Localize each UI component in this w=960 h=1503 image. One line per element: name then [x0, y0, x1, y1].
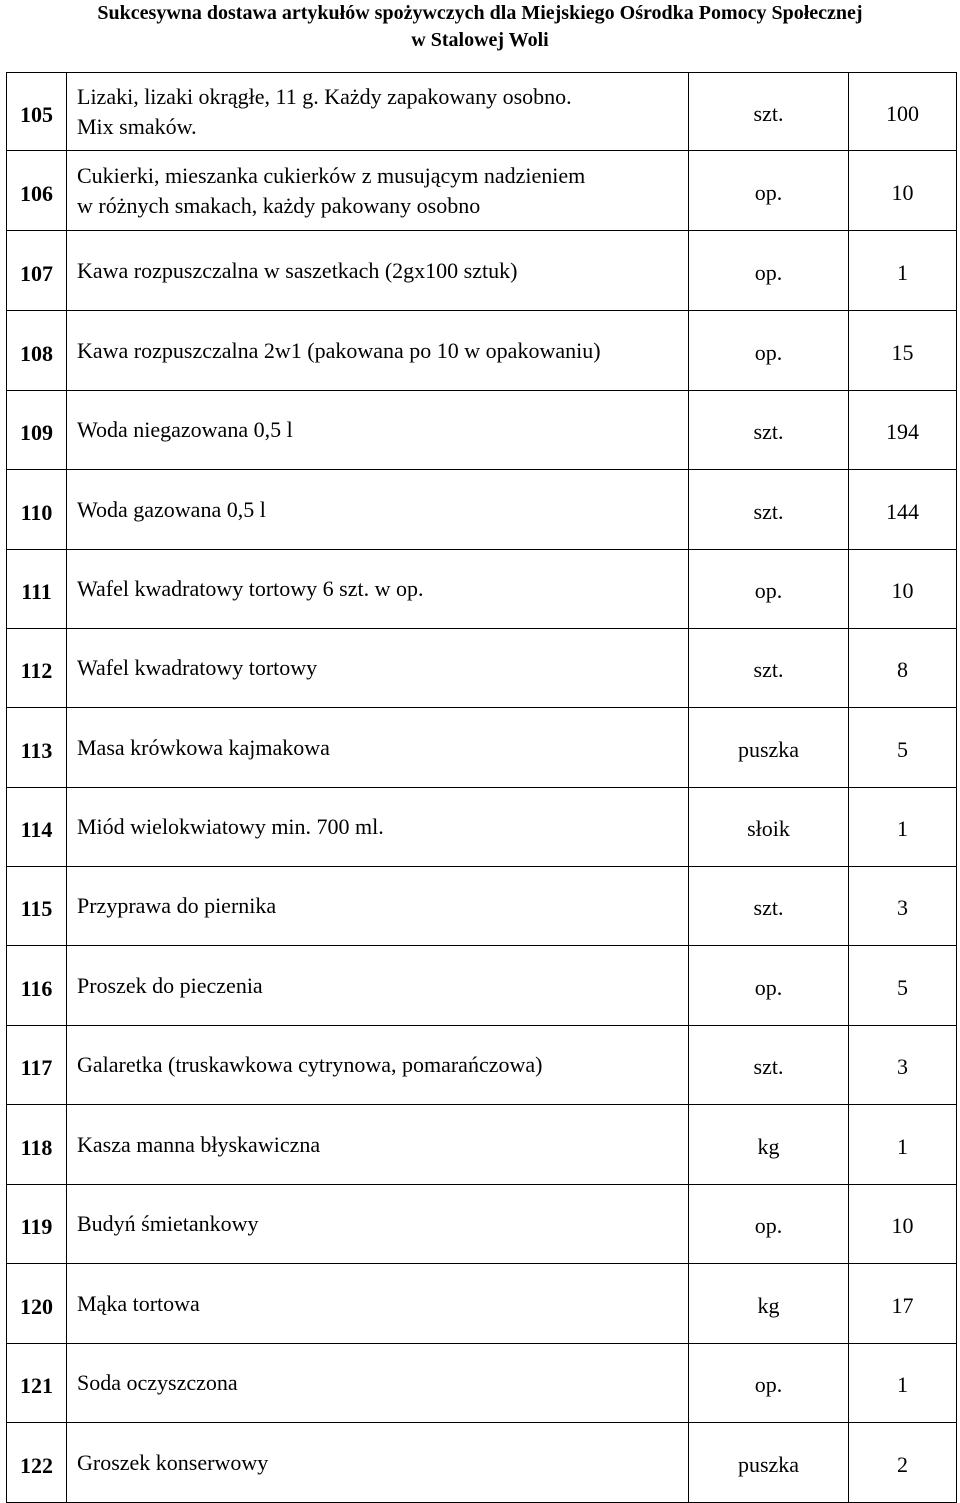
- item-unit: puszka: [737, 736, 800, 762]
- item-quantity-cell: [849, 151, 957, 231]
- item-quantity-cell: [849, 1185, 957, 1264]
- item-name-line: Kasza manna błyskawiczna: [77, 1131, 321, 1157]
- table-row: [7, 231, 957, 311]
- item-name-line: w różnych smakach, każdy pakowany osobno: [77, 192, 481, 218]
- item-quantity-cell: [849, 788, 957, 867]
- item-quantity: 2: [897, 1451, 908, 1477]
- item-unit-cell: [689, 1423, 849, 1503]
- item-unit: op.: [754, 1372, 783, 1397]
- item-unit: puszka: [737, 1451, 800, 1477]
- item-unit: op.: [754, 974, 783, 1000]
- table-row: [7, 708, 957, 788]
- item-number: 119: [20, 1214, 53, 1239]
- item-unit-cell: [689, 629, 849, 708]
- item-name-line: Masa krówkowa kajmakowa: [77, 734, 330, 760]
- item-name-cell: [67, 1344, 689, 1423]
- table-row: [7, 151, 957, 231]
- item-quantity-cell: [849, 1423, 957, 1503]
- item-number: 121: [20, 1373, 53, 1398]
- item-name-line: Budyń śmietankowy: [77, 1211, 259, 1236]
- item-name-line: Woda niegazowana 0,5 l: [77, 417, 293, 442]
- item-quantity: 144: [886, 498, 919, 524]
- item-number-cell: [7, 629, 67, 708]
- item-name-line: Soda oczyszczona: [77, 1370, 238, 1395]
- item-number: 109: [20, 420, 53, 445]
- item-unit: szt.: [753, 657, 784, 682]
- item-quantity: 194: [886, 419, 919, 444]
- item-name-cell: [67, 946, 689, 1026]
- item-name-line: Kawa rozpuszczalna 2w1 (pakowana po 10 w opakowaniu): [77, 337, 601, 363]
- item-quantity: 10: [891, 179, 914, 205]
- item-number-cell: [7, 470, 67, 550]
- item-number-cell: [7, 1105, 67, 1185]
- item-name-cell: [67, 311, 689, 391]
- item-number-cell: [7, 1423, 67, 1503]
- table-row: [7, 1026, 957, 1105]
- item-unit-cell: [689, 788, 849, 867]
- table-row: [7, 629, 957, 708]
- table-row: [7, 470, 957, 550]
- table-row: [7, 1185, 957, 1264]
- item-name-line: Groszek konserwowy: [77, 1449, 269, 1475]
- item-name-cell: [67, 1026, 689, 1105]
- item-number-cell: [7, 708, 67, 788]
- item-unit-cell: [689, 151, 849, 231]
- header-title-line-1: Sukcesywna dostawa artykułów spożywczych dla Miejskiego Ośrodka Pomocy Społecznej: [97, 2, 863, 24]
- item-quantity: 1: [897, 816, 908, 841]
- item-unit-cell: [689, 550, 849, 629]
- item-unit: szt.: [753, 1054, 784, 1079]
- item-unit-cell: [689, 231, 849, 311]
- item-unit-cell: [689, 946, 849, 1026]
- table-row: [7, 867, 957, 946]
- item-number-cell: [7, 550, 67, 629]
- item-quantity: 10: [891, 1213, 914, 1238]
- item-number: 116: [20, 975, 53, 1001]
- item-quantity: 10: [891, 578, 914, 603]
- item-quantity-cell: [849, 73, 957, 151]
- item-unit: słoik: [747, 816, 790, 841]
- item-name-line: Mix smaków.: [77, 113, 197, 139]
- item-unit-cell: [689, 1026, 849, 1105]
- item-quantity-cell: [849, 1026, 957, 1105]
- item-name-cell: [67, 1423, 689, 1503]
- table-row: [7, 946, 957, 1026]
- table-row: [7, 550, 957, 629]
- item-unit-cell: [689, 1344, 849, 1423]
- item-quantity: 1: [897, 1372, 908, 1397]
- item-number-cell: [7, 1264, 67, 1344]
- item-number: 111: [21, 579, 52, 604]
- document-header: [0, 0, 960, 54]
- table-row: [7, 788, 957, 867]
- item-unit: kg: [757, 1133, 780, 1159]
- item-name-line: Mąka tortowa: [77, 1290, 200, 1316]
- item-name-line: Woda gazowana 0,5 l: [77, 496, 266, 522]
- item-number: 106: [20, 180, 53, 206]
- item-quantity-cell: [849, 311, 957, 391]
- item-number-cell: [7, 867, 67, 946]
- item-quantity-cell: [849, 550, 957, 629]
- item-name-cell: [67, 391, 689, 470]
- item-unit: op.: [754, 339, 783, 365]
- item-name-cell: [67, 1264, 689, 1344]
- item-number: 118: [20, 1134, 53, 1160]
- item-unit-cell: [689, 1264, 849, 1344]
- item-quantity-cell: [849, 470, 957, 550]
- item-quantity: 5: [897, 974, 908, 1000]
- item-number-cell: [7, 788, 67, 867]
- item-unit: op.: [754, 259, 783, 285]
- item-unit-cell: [689, 867, 849, 946]
- table-row: [7, 311, 957, 391]
- item-number: 107: [20, 260, 53, 286]
- item-number: 120: [20, 1293, 53, 1319]
- item-name-line: Przyprawa do piernika: [77, 893, 277, 918]
- item-name-cell: [67, 73, 689, 151]
- item-name-cell: [67, 550, 689, 629]
- table-row: [7, 1264, 957, 1344]
- item-number-cell: [7, 311, 67, 391]
- item-name-line: Proszek do pieczenia: [77, 972, 263, 998]
- item-unit: szt.: [753, 100, 784, 126]
- item-unit: op.: [754, 179, 783, 205]
- item-unit: szt.: [753, 419, 784, 444]
- item-unit-cell: [689, 708, 849, 788]
- table-row: [7, 1423, 957, 1503]
- item-number: 112: [20, 658, 53, 683]
- table-row: [7, 391, 957, 470]
- item-name-line: Miód wielokwiatowy min. 700 ml.: [77, 814, 384, 839]
- item-name-cell: [67, 151, 689, 231]
- item-quantity-cell: [849, 867, 957, 946]
- item-quantity-cell: [849, 708, 957, 788]
- item-quantity-cell: [849, 1264, 957, 1344]
- item-name-cell: [67, 788, 689, 867]
- item-number: 105: [20, 101, 53, 127]
- item-name-cell: [67, 1185, 689, 1264]
- item-quantity-cell: [849, 391, 957, 470]
- item-number: 110: [20, 499, 53, 525]
- item-unit: op.: [754, 1213, 783, 1238]
- item-number-cell: [7, 946, 67, 1026]
- table-row: [7, 73, 957, 151]
- item-number: 108: [20, 340, 53, 366]
- table-row: [7, 1105, 957, 1185]
- item-name-line: Galaretka (truskawkowa cytrynowa, pomarańczowa): [77, 1052, 543, 1077]
- item-quantity: 1: [897, 1133, 908, 1159]
- item-number-cell: [7, 1344, 67, 1423]
- item-unit: szt.: [753, 498, 784, 524]
- items-table: [6, 72, 957, 1503]
- item-quantity: 15: [891, 339, 914, 365]
- item-unit-cell: [689, 311, 849, 391]
- item-unit-cell: [689, 391, 849, 470]
- item-quantity: 5: [897, 736, 908, 762]
- item-quantity: 100: [886, 100, 919, 126]
- item-number-cell: [7, 151, 67, 231]
- item-quantity: 3: [897, 895, 908, 920]
- item-unit-cell: [689, 73, 849, 151]
- header-title-line-2: w Stalowej Woli: [411, 29, 549, 51]
- item-quantity: 8: [897, 657, 908, 682]
- items-table-body: [7, 73, 957, 1503]
- item-name-line: Kawa rozpuszczalna w saszetkach (2gx100 sztuk): [77, 257, 518, 283]
- item-unit-cell: [689, 1105, 849, 1185]
- item-unit-cell: [689, 470, 849, 550]
- item-name-line: Lizaki, lizaki okrągłe, 11 g. Każdy zapakowany osobno.: [77, 83, 572, 109]
- item-name-cell: [67, 629, 689, 708]
- item-number-cell: [7, 73, 67, 151]
- table-row: [7, 1344, 957, 1423]
- item-quantity-cell: [849, 1105, 957, 1185]
- item-name-cell: [67, 867, 689, 946]
- item-quantity-cell: [849, 1344, 957, 1423]
- item-number: 122: [20, 1452, 53, 1478]
- item-name-cell: [67, 1105, 689, 1185]
- item-quantity-cell: [849, 629, 957, 708]
- item-quantity-cell: [849, 946, 957, 1026]
- item-name-line: Cukierki, mieszanka cukierków z musującym nadzieniem: [77, 162, 586, 188]
- item-unit: op.: [754, 578, 783, 603]
- item-quantity-cell: [849, 231, 957, 311]
- item-quantity: 17: [891, 1292, 914, 1318]
- item-number: 117: [20, 1055, 53, 1080]
- item-number: 113: [20, 737, 53, 763]
- item-unit: szt.: [753, 895, 784, 920]
- item-number-cell: [7, 1026, 67, 1105]
- item-name-line: Wafel kwadratowy tortowy: [77, 655, 318, 680]
- item-number-cell: [7, 231, 67, 311]
- item-number: 115: [20, 896, 53, 921]
- item-number-cell: [7, 391, 67, 470]
- item-name-line: Wafel kwadratowy tortowy 6 szt. w op.: [77, 576, 424, 601]
- item-name-cell: [67, 470, 689, 550]
- item-number: 114: [20, 817, 53, 842]
- item-name-cell: [67, 708, 689, 788]
- item-unit-cell: [689, 1185, 849, 1264]
- item-number-cell: [7, 1185, 67, 1264]
- item-quantity: 1: [897, 259, 908, 285]
- item-quantity: 3: [897, 1054, 908, 1079]
- item-name-cell: [67, 231, 689, 311]
- item-unit: kg: [757, 1292, 780, 1318]
